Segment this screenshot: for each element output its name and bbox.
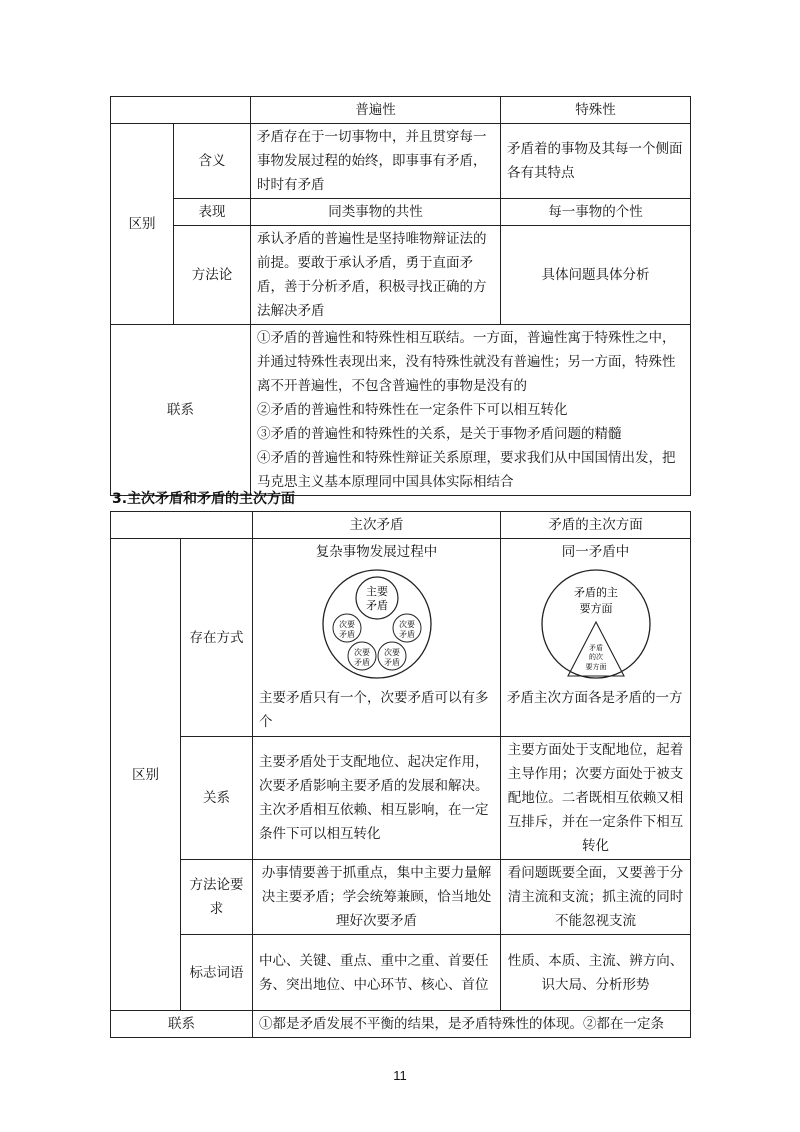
biaoxian-particular: 每一事物的个性	[501, 199, 691, 226]
header-universal: 普遍性	[251, 97, 501, 124]
lianxi-item: ②矛盾的普遍性和特殊性在一定条件下可以相互转化	[257, 402, 568, 418]
guanxi-right: 主要方面处于支配地位，起着主导作用；次要方面处于被支配地位。二者既相互依赖又相互排斥，并在一定条件下相互转化	[501, 737, 691, 860]
biaoxian-universal: 同类事物的共性	[251, 199, 501, 226]
main-aspect-label-1: 矛盾的主	[573, 586, 618, 599]
sub-label: 次要	[338, 620, 355, 629]
fangfa-right: 看问题既要全面，又要善于分清主流和支流；抓主流的同时不能忽视支流	[501, 860, 691, 935]
biaozhi-left: 中心、关键、重点、重中之重、首要任务、突出地位、中心环节、核心、首位	[253, 935, 501, 1011]
cunzai-right	[501, 539, 691, 737]
main-secondary-contradiction-diagram	[321, 568, 433, 680]
sub-label: 矛盾	[398, 630, 415, 639]
header-zhuci-maodun: 主次矛盾	[253, 512, 501, 539]
cunzai-right-bottom: 矛盾主次方面各是矛盾的一方	[507, 690, 683, 706]
row-label-hanyi: 含义	[174, 124, 251, 199]
page-number: 11	[393, 1068, 407, 1083]
sub-label: 次要	[398, 620, 415, 629]
hanyi-universal: 矛盾存在于一切事物中，并且贯穿每一事物发展过程的始终，即事事有矛盾，时时有矛盾	[251, 124, 501, 199]
fangfalun-particular: 具体问题具体分析	[501, 226, 691, 325]
secondary-aspect-label: 的次	[588, 653, 603, 661]
sub-label: 矛盾	[383, 658, 400, 667]
main-contradiction-label-1: 主要	[365, 585, 388, 598]
guanxi-left: 主要矛盾处于支配地位、起决定作用，次要矛盾影响主要矛盾的发展和解决。主次矛盾相互依赖、相互影响，在一定条件下可以相互转化	[253, 737, 501, 860]
cunzai-left-top: 复杂事物发展过程中	[315, 544, 438, 560]
lianxi-item: ④矛盾的普遍性和特殊性辩证关系原理，要求我们从中国国情出发，把马克思主义基本原理同中国具体实际相结合	[257, 450, 676, 490]
header-empty	[111, 97, 251, 124]
secondary-aspect-label: 矛盾	[588, 644, 603, 652]
sub-label: 矛盾	[338, 630, 355, 639]
cunzai-left	[253, 539, 501, 737]
fangfalun-universal: 承认矛盾的普遍性是坚持唯物辩证法的前提。要敢于承认矛盾，勇于直面矛盾，善于分析矛盾，积极寻找正确的方法解决矛盾	[251, 226, 501, 325]
lianxi-content	[251, 325, 691, 496]
row-label-guanxi: 关系	[181, 737, 253, 860]
row-label-fangfalun: 方法论	[174, 226, 251, 325]
lianxi-item: ①矛盾的普遍性和特殊性相互联结。一方面，普遍性寓于特殊性之中，并通过特殊性表现出来，没有特殊性就没有普遍性；另一方面，特殊性离不开普遍性，不包含普遍性的事物是没有的	[257, 330, 676, 394]
main-contradiction-label-2: 矛盾	[365, 599, 388, 612]
secondary-aspect-label: 要方面	[585, 663, 606, 671]
header-particular: 特殊性	[501, 97, 691, 124]
lianxi-content: ①都是矛盾发展不平衡的结果，是矛盾特殊性的体现。②都在一定条	[253, 1011, 691, 1038]
principal-secondary-aspect-diagram	[540, 568, 652, 680]
row-label-fangfa: 方法论要求	[181, 860, 253, 935]
lianxi-label: 联系	[111, 1011, 253, 1038]
qubie-label: 区别	[111, 539, 181, 1011]
fangfa-left: 办事情要善于抓重点，集中主要力量解决主要矛盾；学会统筹兼顾，恰当地处理好次要矛盾	[253, 860, 501, 935]
qubie-label: 区别	[111, 124, 174, 325]
universality-particularity-table	[110, 96, 691, 496]
lianxi-label: 联系	[111, 325, 251, 496]
principal-secondary-table	[110, 511, 691, 1038]
lianxi-item: ③矛盾的普遍性和特殊性的关系，是关于事物矛盾问题的精髓	[257, 426, 622, 442]
row-label-biaoxian: 表现	[174, 199, 251, 226]
main-aspect-label-2: 要方面	[579, 602, 612, 615]
sub-label: 矛盾	[353, 658, 370, 667]
hanyi-particular: 矛盾着的事物及其每一个侧面各有其特点	[501, 124, 691, 199]
cunzai-right-top: 同一矛盾中	[561, 544, 630, 560]
biaozhi-right: 性质、本质、主流、辨方向、识大局、分析形势	[501, 935, 691, 1011]
section-title: 3.主次矛盾和矛盾的主次方面	[112, 491, 296, 507]
row-label-cunzai: 存在方式	[181, 539, 253, 737]
sub-label: 次要	[383, 648, 400, 657]
header-zhuci-fangmian: 矛盾的主次方面	[501, 512, 691, 539]
row-label-biaozhi: 标志词语	[181, 935, 253, 1011]
header-empty	[111, 512, 253, 539]
cunzai-left-bottom: 主要矛盾只有一个，次要矛盾可以有多个	[259, 690, 489, 730]
sub-label: 次要	[353, 648, 370, 657]
main-contradiction-circle	[356, 577, 398, 619]
